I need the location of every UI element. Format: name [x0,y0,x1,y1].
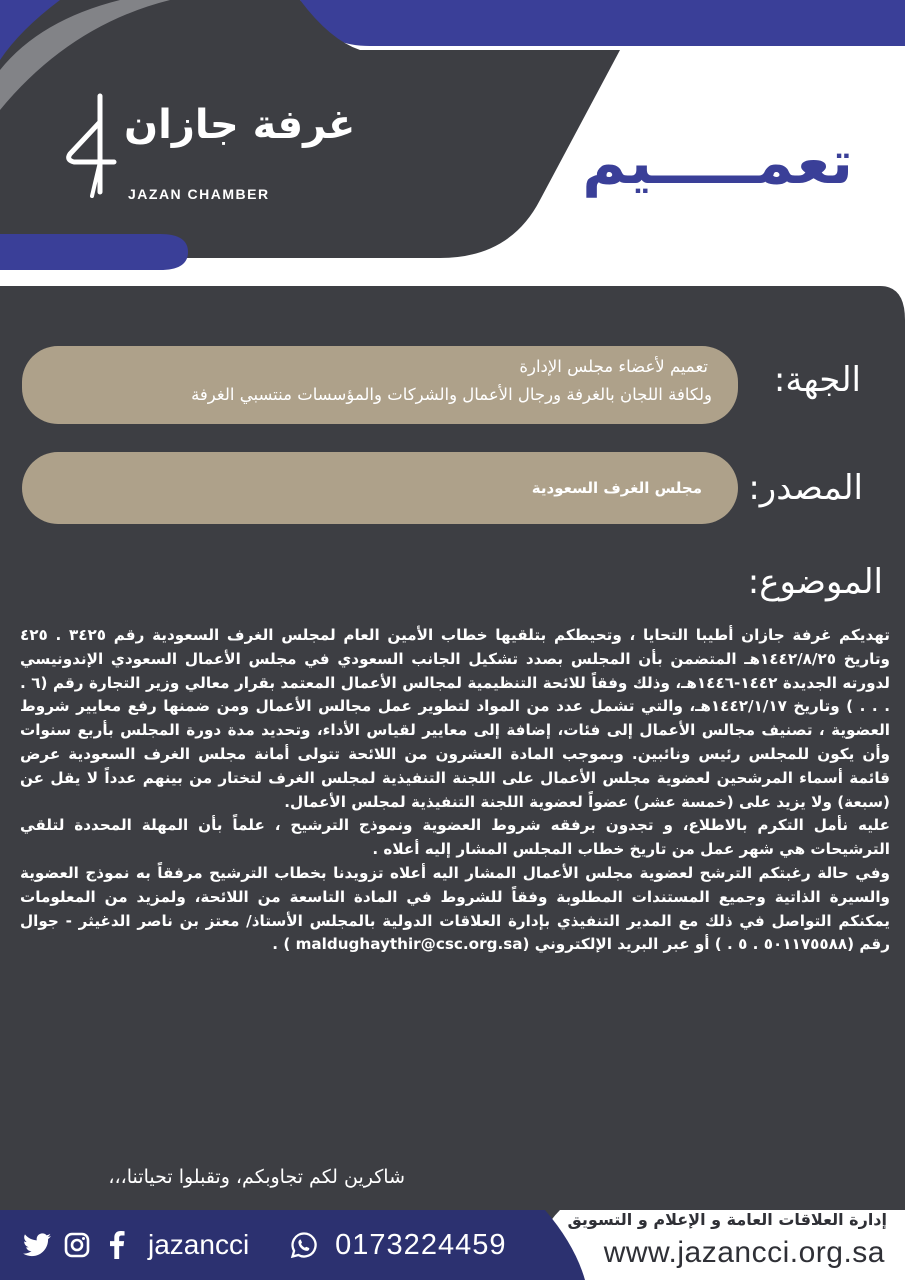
body-paragraph-1: تهديكم غرفة جازان أطيبا التحايا ، وتحيطكم بتلقيها خطاب الأمين العام لمجلس الغرف السعودية رقم ٣٤٢٥ . ٤٢٥ وتاريخ ١٤٤٢/٨/٢٥هـ المتضمن بأن المجلس بصدد تشكيل الجانب السعودي في مجلس الأعمال السعودي الإندونيسي لدورته الجديدة ١٤٤٢-١٤٤٦هـ، وذلك وفقاً للائحة التنظيمية لمجالس الأعمال المعتمد بقرار معالي وزير التجارة رقم (٦ . . . . ) وتاريخ ١٤٤٢/١/١٧هـ، والتي تشمل عدد من المواد لتطوير عمل مجالس الأعمال ومن ضمنها رفع معايير شروط العضوية ، تصنيف مجالس الأعمال إلى فئات، إضافة إلى معايير لقياس الأداء، وتحديد مدة دورة المجلس بأربع سنوات وأن يكون للمجلس رئيس ونائبين. وبموجب المادة العشرون من اللائحة تتولى أمانة مجلس الغرف السعودية عرض قائمة أسماء المرشحين لعضوية مجلس الأعمال على اللجنة التنفيذية لمجلس الغرف لتختار من بينهم عدداً لا يقل عن (سبعة) ولا يزيد على (خمسة عشر) عضواً لعضوية اللجنة التنفيذية لمجلس الأعمال. [20,626,891,811]
circular-body [20,624,890,957]
body-paragraph-3: وفي حالة رغبتكم الترشح لعضوية مجلس الأعمال المشار اليه أعلاه تزويدنا بخطاب الترشيح مرفقاً به نموذج العضوية والسيرة الذاتية وجميع المستندات المطلوبة وفقاً للشروط في المادة التاسعة من اللائحة، ولمزيد من المعلومات يمكنكم التواصل في ذلك مع المدير التنفيذي بإدارة العلاقات الدولية بالمجلس الأستاذ/ معتز بن ناصر الدغيثر - جوال رقم (٥٠١١٧٥٥٨٨ . ٥ . ) أو عبر البريد الإلكتروني (maldughaythir@csc.org.sa ) . [20,863,890,954]
recipient-label: الجهة: [773,360,861,400]
department-name: إدارة العلاقات العامة و الإعلام و التسويق [567,1210,887,1229]
source-pill [22,452,738,524]
source-label: المصدر: [748,468,863,508]
body-paragraph-2: عليه نأمل التكرم بالاطلاع، و تجدون برفقه شروط العضوية ونموذج الترشيح ، علماً بأن المهلة المحددة لتلقي الترشيحات هي شهر عمل من تاريخ خطاب المجلس المشار إليه أعلاه . [20,816,890,859]
website-link[interactable]: www.jazancci.org.sa [603,1236,885,1269]
subject-label: الموضوع: [747,562,883,602]
twitter-icon[interactable] [22,1230,52,1260]
phone-number[interactable]: 0173224459 [335,1228,507,1261]
recipient-pill [22,346,738,424]
facebook-icon[interactable] [102,1230,132,1260]
instagram-icon[interactable] [62,1230,92,1260]
source-value: مجلس الغرف السعودية [531,479,702,497]
social-bar [22,1228,506,1262]
closing-greeting: شاكرين لكم تجاوبكم، وتقبلوا تحياتنا،،، [108,1166,405,1188]
social-handle[interactable]: jazancci [148,1229,250,1260]
logo-arabic-name: غرفة جازان [124,102,356,148]
jazan-chamber-logo [62,92,356,202]
chamber-emblem-icon [62,92,122,202]
logo-latin-name: JAZAN CHAMBER [128,186,270,202]
page-title: تعمـــــيم [582,128,853,198]
recipient-line-1: تعميم لأعضاء مجلس الإدارة [519,357,708,376]
recipient-line-2: ولكافة اللجان بالغرفة ورجال الأعمال والشركات والمؤسسات منتسبي الغرفة [191,385,712,404]
whatsapp-icon[interactable] [289,1230,319,1260]
